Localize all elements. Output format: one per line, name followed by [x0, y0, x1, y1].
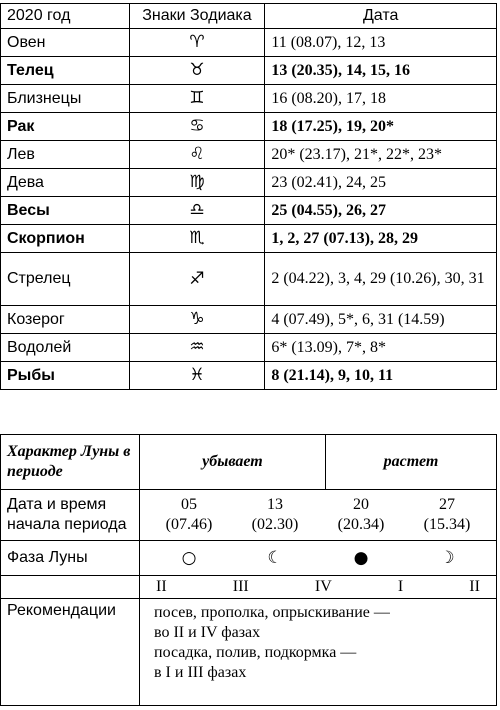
period-day: 05 — [181, 496, 197, 513]
quarter-label: IV — [314, 578, 332, 595]
sign-name: Водолей — [1, 334, 130, 362]
period-start-values — [140, 490, 497, 541]
recommendation-line: во II и IV фазах — [154, 624, 261, 641]
recommendation-line: посев, прополка, опрыскивание — — [154, 604, 390, 621]
sign-name: Лев — [1, 141, 130, 169]
zodiac-symbol-icon: ♉ — [129, 57, 265, 85]
period-start — [232, 495, 318, 535]
sign-dates: 20* (23.17), 21*, 22*, 23* — [265, 141, 497, 169]
sign-name: Рыбы — [1, 362, 130, 390]
period-day: 13 — [267, 496, 283, 513]
zodiac-row — [1, 253, 497, 306]
zodiac-row — [1, 85, 497, 113]
sign-name: Стрелец — [1, 253, 130, 306]
zodiac-rows — [1, 29, 497, 390]
signs-header: Знаки Зодиака — [129, 4, 265, 29]
moon-phase-values — [140, 541, 497, 576]
recommendations-text — [140, 599, 497, 706]
sign-name: Близнецы — [1, 85, 130, 113]
sign-name: Рак — [1, 113, 130, 141]
zodiac-row — [1, 113, 497, 141]
year-header: 2020 год — [1, 4, 130, 29]
zodiac-symbol-icon: ♑ — [129, 306, 265, 334]
sign-dates: 2 (04.22), 3, 4, 29 (10.26), 30, 31 — [265, 253, 497, 306]
sign-dates: 4 (07.49), 5*, 6, 31 (14.59) — [265, 306, 497, 334]
sign-name: Скорпион — [1, 225, 130, 253]
moon-table — [0, 434, 497, 706]
zodiac-row — [1, 141, 497, 169]
sign-dates: 23 (02.41), 24, 25 — [265, 169, 497, 197]
sign-name: Телец — [1, 57, 130, 85]
full-moon-icon: ○ — [181, 548, 197, 568]
sign-name: Весы — [1, 197, 130, 225]
sign-dates: 18 (17.25), 19, 20* — [265, 113, 497, 141]
zodiac-symbol-icon: ♌ — [129, 141, 265, 169]
period-start-row — [1, 490, 497, 541]
zodiac-symbol-icon: ♋ — [129, 113, 265, 141]
first-quarter-icon: ☽ — [439, 548, 455, 568]
period-start — [318, 495, 404, 535]
period-time: (15.34) — [423, 516, 471, 533]
sign-name: Козерог — [1, 306, 130, 334]
zodiac-symbol-icon: ♊ — [129, 85, 265, 113]
zodiac-row — [1, 306, 497, 334]
recommendation-line: посадка, полив, подкормка — — [154, 644, 357, 661]
recommendation-line: в I и III фазах — [154, 664, 247, 681]
zodiac-symbol-icon: ♎ — [129, 197, 265, 225]
sign-dates: 11 (08.07), 12, 13 — [265, 29, 497, 57]
period-start — [404, 495, 490, 535]
zodiac-row — [1, 334, 497, 362]
quarter-label: I — [397, 578, 404, 595]
last-quarter-icon: ☾ — [267, 548, 283, 568]
zodiac-table — [0, 3, 497, 390]
date-header: Дата — [265, 4, 497, 29]
sign-dates: 6* (13.09), 7*, 8* — [265, 334, 497, 362]
quarter-label: II — [469, 578, 480, 595]
sign-name: Овен — [1, 29, 130, 57]
zodiac-row — [1, 29, 497, 57]
quarter-label: III — [232, 578, 249, 595]
period-day: 20 — [353, 496, 369, 513]
zodiac-symbol-icon: ♐ — [129, 253, 265, 306]
period-day: 27 — [439, 496, 455, 513]
sign-name: Дева — [1, 169, 130, 197]
period-start — [146, 495, 232, 535]
zodiac-row — [1, 225, 497, 253]
quarters-row — [1, 576, 497, 599]
zodiac-symbol-icon: ♓ — [129, 362, 265, 390]
recommendations-row — [1, 599, 497, 706]
zodiac-header-row — [1, 4, 497, 29]
recommendations-label: Рекомендации — [1, 599, 140, 706]
zodiac-symbol-icon: ♍ — [129, 169, 265, 197]
moon-character-label: Характер Луны в периоде — [1, 435, 140, 490]
quarters-values — [140, 576, 497, 599]
sign-dates: 25 (04.55), 26, 27 — [265, 197, 497, 225]
zodiac-row — [1, 169, 497, 197]
zodiac-symbol-icon: ♒ — [129, 334, 265, 362]
moon-phase-label: Фаза Луны — [1, 541, 140, 576]
zodiac-row — [1, 57, 497, 85]
period-start-label: Дата и время начала периода — [1, 490, 140, 541]
moon-phase-row — [1, 541, 497, 576]
sign-dates: 13 (20.35), 14, 15, 16 — [265, 57, 497, 85]
zodiac-symbol-icon: ♈ — [129, 29, 265, 57]
sign-dates: 8 (21.14), 9, 10, 11 — [265, 362, 497, 390]
quarters-label-cell — [1, 576, 140, 599]
period-time: (02.30) — [251, 516, 299, 533]
moon-character-row — [1, 435, 497, 490]
zodiac-row — [1, 197, 497, 225]
zodiac-row — [1, 362, 497, 390]
waxing-label: растет — [325, 435, 496, 490]
sign-dates: 1, 2, 27 (07.13), 28, 29 — [265, 225, 497, 253]
period-time: (20.34) — [337, 516, 385, 533]
new-moon-icon: ● — [353, 548, 369, 568]
period-time: (07.46) — [165, 516, 213, 533]
sign-dates: 16 (08.20), 17, 18 — [265, 85, 497, 113]
zodiac-symbol-icon: ♏ — [129, 225, 265, 253]
waning-label: убывает — [140, 435, 326, 490]
quarter-label: II — [156, 578, 167, 595]
